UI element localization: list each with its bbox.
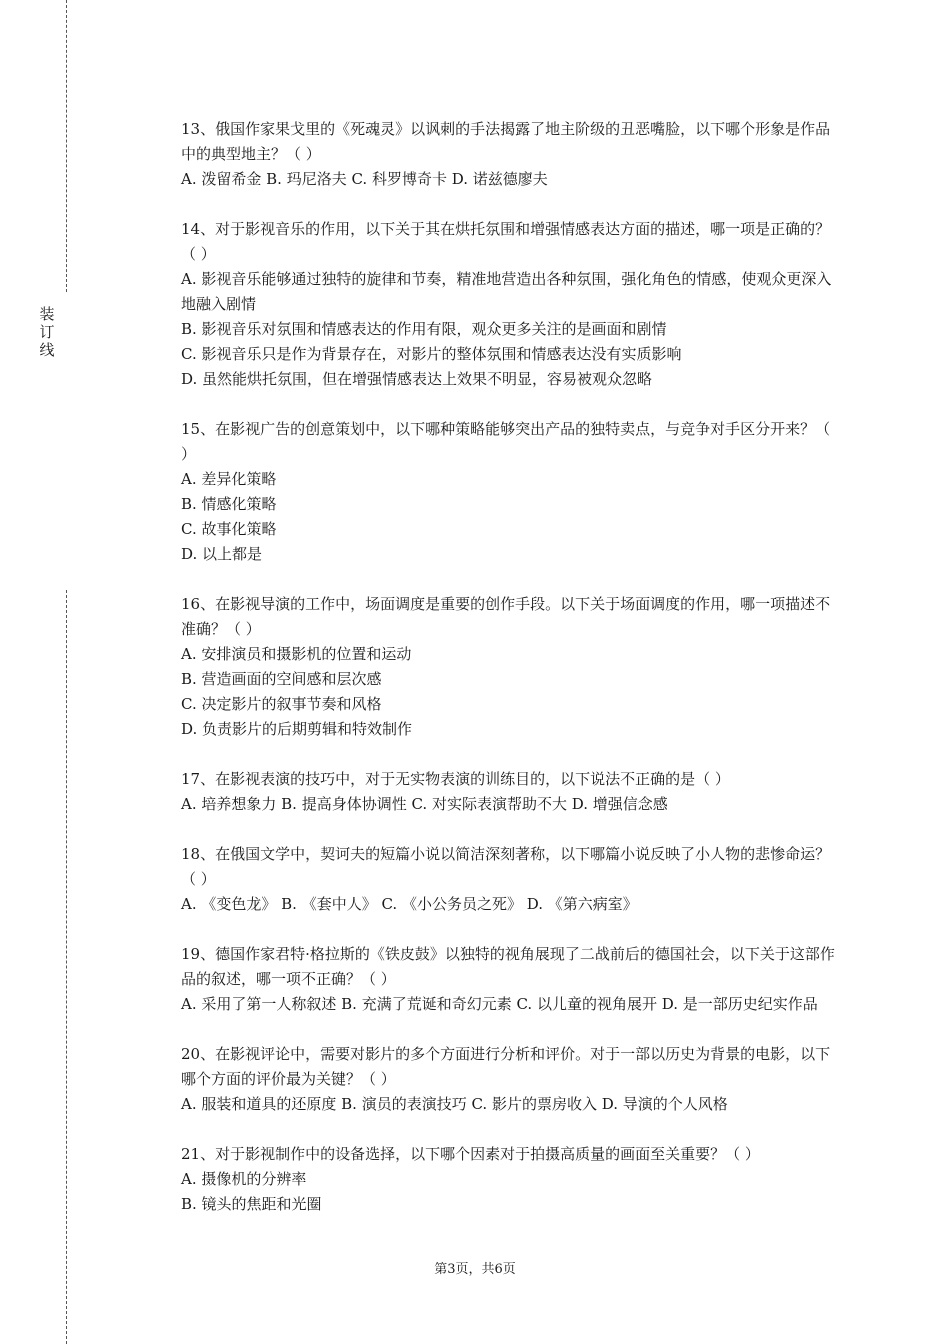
question-option: A. 影视音乐能够通过独特的旋律和节奏，精准地营造出各种氛围，强化角色的情感，使观众更深入地融入剧情 — [181, 270, 832, 313]
binding-dashed-line-top — [66, 0, 67, 292]
question-option: A. 安排演员和摄影机的位置和运动 — [181, 645, 412, 663]
question-13 — [181, 117, 837, 192]
question-15 — [181, 417, 837, 567]
question-option: D. 虽然能烘托氛围，但在增强情感表达上效果不明显，容易被观众忽略 — [181, 370, 653, 388]
question-stem: 15、在影视广告的创意策划中，以下哪种策略能够突出产品的独特卖点，与竞争对手区分开来？（ ） — [181, 420, 831, 463]
question-option: A. 差异化策略 — [181, 470, 277, 488]
page-footer: 第3页，共6页 — [434, 1262, 516, 1277]
binding-dashed-line-bottom — [66, 590, 67, 1344]
question-20 — [181, 1042, 837, 1117]
question-options: A. 采用了第一人称叙述 B. 充满了荒诞和奇幻元素 C. 以儿童的视角展开 D. 是一部历史纪实作品 — [181, 995, 818, 1013]
question-options: A. 服装和道具的还原度 B. 演员的表演技巧 C. 影片的票房收入 D. 导演的个人风格 — [181, 1095, 728, 1113]
question-stem: 14、对于影视音乐的作用，以下关于其在烘托氛围和增强情感表达方面的描述，哪一项是正确的？（ ） — [181, 220, 831, 263]
question-17 — [181, 767, 837, 817]
question-stem: 19、德国作家君特·格拉斯的《铁皮鼓》以独特的视角展现了二战前后的德国社会，以下关于这部作品的叙述，哪一项不正确？（ ） — [181, 945, 835, 988]
question-option: C. 故事化策略 — [181, 520, 277, 538]
question-stem: 16、在影视导演的工作中，场面调度是重要的创作手段。以下关于场面调度的作用，哪一项描述不准确？（ ） — [181, 595, 831, 638]
question-stem: 17、在影视表演的技巧中，对于无实物表演的训练目的，以下说法不正确的是（ ） — [181, 770, 730, 788]
question-option: A. 摄像机的分辨率 — [181, 1170, 307, 1188]
binding-char: 订 — [39, 323, 55, 341]
question-16 — [181, 592, 837, 742]
question-options: A. 《变色龙》 B. 《套中人》 C. 《小公务员之死》 D. 《第六病室》 — [181, 895, 638, 913]
question-18 — [181, 842, 837, 917]
binding-label — [38, 305, 56, 359]
question-options: A. 培养想象力 B. 提高身体协调性 C. 对实际表演帮助不大 D. 增强信念感 — [181, 795, 668, 813]
question-19 — [181, 942, 837, 1017]
question-option: B. 影视音乐对氛围和情感表达的作用有限，观众更多关注的是画面和剧情 — [181, 320, 667, 338]
question-option: D. 以上都是 — [181, 545, 263, 563]
question-option: B. 镜头的焦距和光圈 — [181, 1195, 322, 1213]
question-option: B. 情感化策略 — [181, 495, 277, 513]
question-option: C. 影视音乐只是作为背景存在，对影片的整体氛围和情感表达没有实质影响 — [181, 345, 682, 363]
question-options: A. 泼留希金 B. 玛尼洛夫 C. 科罗博奇卡 D. 诺兹德廖夫 — [181, 170, 548, 188]
question-stem: 20、在影视评论中，需要对影片的多个方面进行分析和评价。对于一部以历史为背景的电影，以下哪个方面的评价最为关键？（ ） — [181, 1045, 831, 1088]
binding-char: 线 — [39, 341, 55, 359]
question-stem: 18、在俄国文学中，契诃夫的短篇小说以简洁深刻著称，以下哪篇小说反映了小人物的悲惨命运？（ ） — [181, 845, 831, 888]
question-option: D. 负责影片的后期剪辑和特效制作 — [181, 720, 413, 738]
question-option: C. 决定影片的叙事节奏和风格 — [181, 695, 382, 713]
question-list — [181, 117, 837, 1242]
question-14 — [181, 217, 837, 392]
question-option: B. 营造画面的空间感和层次感 — [181, 670, 382, 688]
question-stem: 13、俄国作家果戈里的《死魂灵》以讽刺的手法揭露了地主阶级的丑恶嘴脸，以下哪个形象是作品中的典型地主？（ ） — [181, 120, 831, 163]
question-21 — [181, 1142, 837, 1217]
binding-char: 装 — [39, 305, 55, 323]
question-stem: 21、对于影视制作中的设备选择，以下哪个因素对于拍摄高质量的画面至关重要？（ ） — [181, 1145, 760, 1163]
